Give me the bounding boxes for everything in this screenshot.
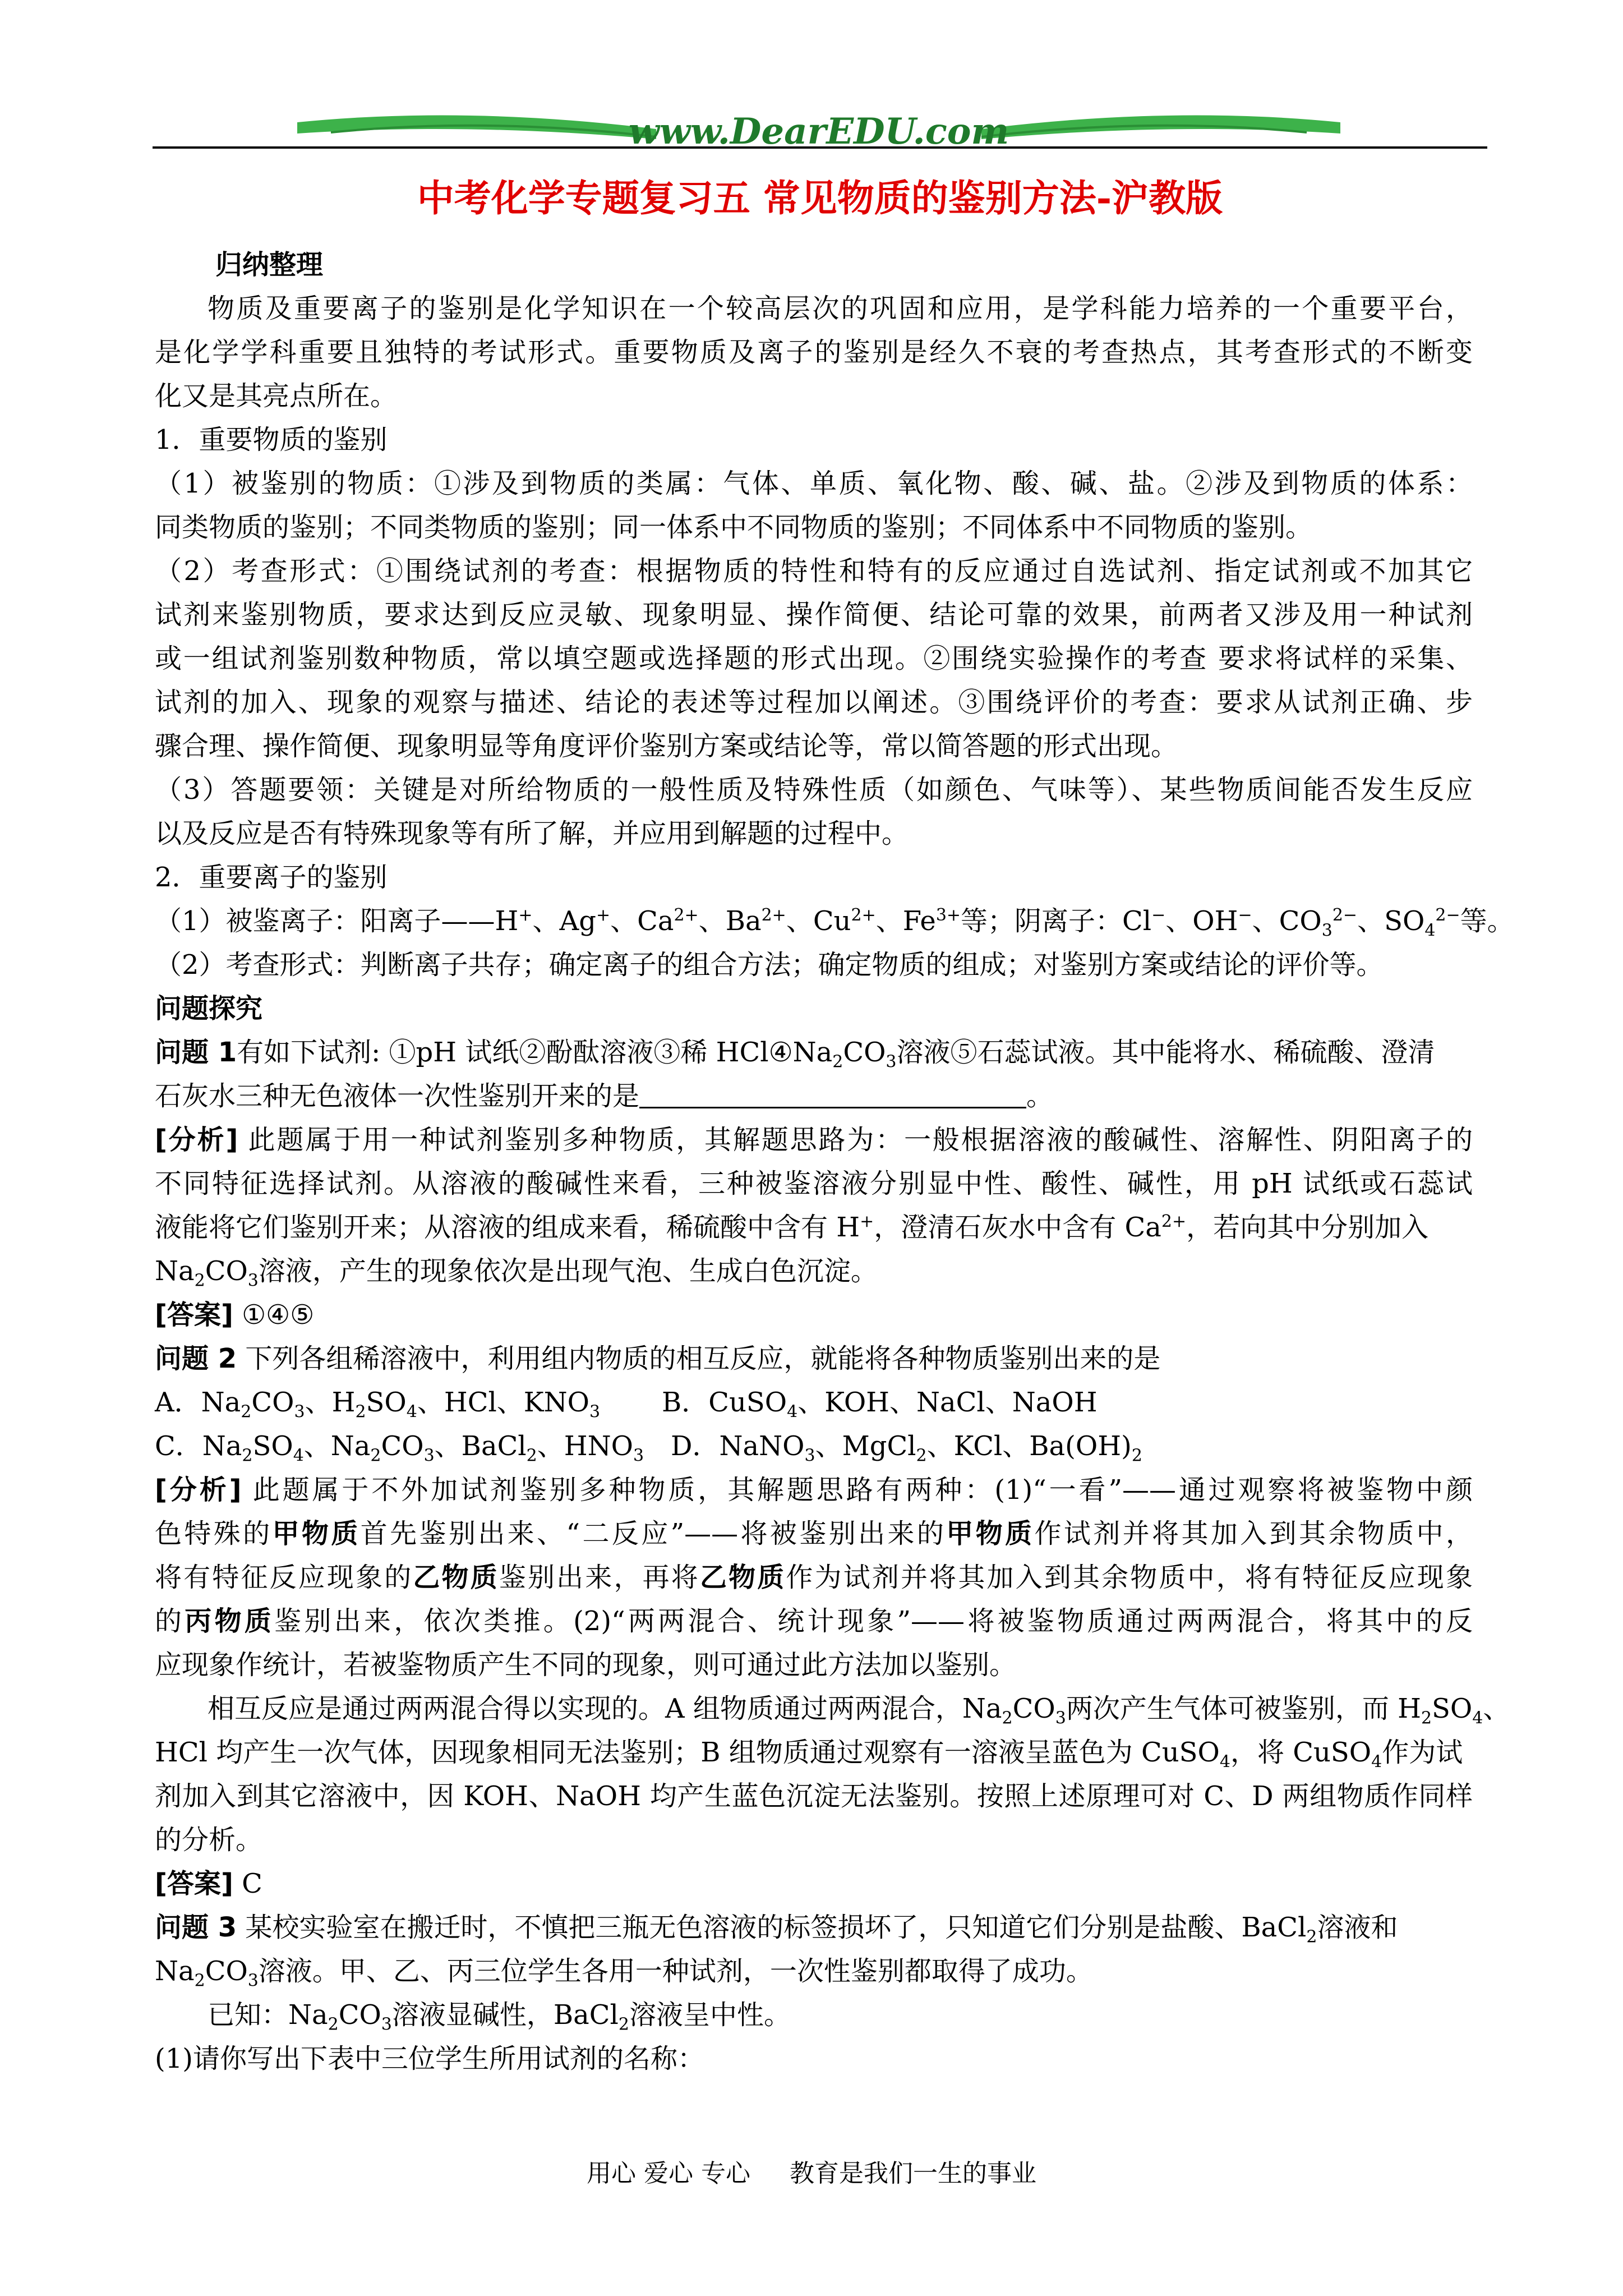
p1-1-line-1: （1）被鉴别的物质：①涉及到物质的类属：气体、单质、氧化物、酸、碱、盐。②涉及到物质的体系： <box>155 468 1473 499</box>
q2-para2-line-1: 相互反应是通过两两混合得以实现的。A 组物质通过两两混合，$Na_2CO_3$两次产生气体可被鉴别，而 $H_2SO_4$、 <box>208 1693 1510 1728</box>
logo-swoosh-icon <box>297 100 1340 162</box>
p1-2-line-3: 或一组试剂鉴别数种物质，常以填空题或选择题的形式出现。②围绕实验操作的考查 要求将试样的采集、 <box>155 643 1473 674</box>
exam-forms-line: （2）考查形式：判断离子共存；确定离子的组合方法；确定物质的组成；对鉴别方案或结论的评价等。 <box>155 949 1384 981</box>
q1-answer-label: [答案] <box>155 1299 233 1331</box>
q2-label: 问题 2 <box>155 1343 237 1374</box>
p1-2-line-4: 试剂的加入、现象的观察与描述、结论的表述等过程加以阐述。③围绕评价的考查：要求从试剂正确、步 <box>155 687 1473 718</box>
q2-option-c: C．$Na_2SO_4$、$Na_2CO_3$、BaCl$_2$、$HNO_3$ <box>155 1430 644 1466</box>
q3-subquestion-1: (1)请你写出下表中三位学生所用试剂的名称： <box>155 2043 704 2074</box>
q1-analysis-label: [分析] <box>155 1124 238 1156</box>
site-logo <box>297 100 1340 162</box>
q1-answer: ①④⑤ <box>233 1299 315 1331</box>
ions-line: （1）被鉴离子：阳离子——H+、Ag+、$Ca^{2+}$、$Ba^{2+}$、$Cu^{2+}$、$Fe^{3+}$等；阴离子：Cl−、OH−、$CO_3^{2-}$、$SO_4^{2-}$等。 <box>155 905 1514 941</box>
subsection-title-ions: 2．重要离子的鉴别 <box>155 862 388 893</box>
q2-para2-line-4: 的分析。 <box>155 1824 263 1856</box>
q2-answer-label: [答案] <box>155 1868 233 1899</box>
p1-2-line-2: 试剂来鉴别物质，要求达到反应灵敏、现象明显、操作简便、结论可靠的效果，前两者又涉及用一种试剂 <box>155 599 1473 631</box>
q1-line-2: 石灰水三种无色液体一次性鉴别开来的是 。 <box>155 1080 1054 1112</box>
q1-label: 问题 1 <box>155 1037 237 1068</box>
q2-option-a: A．$Na_2CO_3$、$H_2SO_4$、HCl、$KNO_3$ <box>155 1387 601 1422</box>
q2-analysis-line-3: 将有特征反应现象的乙物质鉴别出来，再将乙物质作为试剂并将其加入到其余物质中，将有特征反应现象 <box>155 1562 1473 1593</box>
q2-para2-line-3: 剂加入到其它溶液中，因 KOH、NaOH 均产生蓝色沉淀无法鉴别。按照上述原理可对 C、D 两组物质作同样 <box>155 1780 1473 1812</box>
q1-line-1: 问题 1有如下试剂: ①pH 试纸②酚酞溶液③稀 $HCl④Na_2CO_3$溶液⑤石蕊试液。其中能将水、稀硫酸、澄清 <box>155 1037 1435 1072</box>
q2-analysis-line-2: 色特殊的甲物质首先鉴别出来、“二反应”——将被鉴别出来的甲物质作试剂并将其加入到其余物质中， <box>155 1518 1473 1549</box>
p1-2-line-1: （2）考查形式：①围绕试剂的考查：根据物质的特性和特有的反应通过自选试剂、指定试剂或不加其它 <box>155 555 1473 587</box>
q2-analysis-label: [分析] <box>155 1474 242 1506</box>
q1-analysis-line-4: $Na_2CO_3$溶液，产生的现象依次是出现气泡、生成白色沉淀。 <box>155 1255 878 1291</box>
q2-analysis-line-5: 应现象作统计，若被鉴物质产生不同的现象，则可通过此方法加以鉴别。 <box>155 1649 1017 1681</box>
q3-label: 问题 3 <box>155 1912 237 1943</box>
intro-line-3: 化又是其亮点所在。 <box>155 380 398 412</box>
p1-3-line-2: 以及反应是否有特殊现象等有所了解，并应用到解题的过程中。 <box>155 818 909 849</box>
q2-option-b: B．CuSO$_4$、KOH、NaCl、NaOH <box>662 1387 1098 1422</box>
q2-para2-line-2: HCl 均产生一次气体，因现象相同无法鉴别；B 组物质通过观察有一溶液呈蓝色为 CuSO$_4$，将 CuSO$_4$作为试 <box>155 1737 1463 1772</box>
page-footer: 用心 爱心 专心 教育是我们一生的事业 <box>587 2159 1036 2188</box>
q3-known: 已知：$Na_2CO_3$溶液显碱性，BaCl$_2$溶液呈中性。 <box>208 1999 791 2035</box>
section-heading-problems: 问题探究 <box>155 993 263 1024</box>
q1-analysis-line-3: 液能将它们鉴别开来；从溶液的组成来看，稀硫酸中含有 H+，澄清石灰水中含有 $Ca^{2+}$，若向其中分别加入 <box>155 1212 1429 1243</box>
p1-3-line-1: （3）答题要领：关键是对所给物质的一般性质及特殊性质（如颜色、气味等）、某些物质间能否发生反应 <box>155 774 1473 806</box>
q1-answer-line <box>155 1297 314 1333</box>
page-title: 中考化学专题复习五 常见物质的鉴别方法-沪教版 <box>417 176 1223 220</box>
section-heading-summary: 归纳整理 <box>215 249 324 280</box>
q3-line-2: $Na_2CO_3$溶液。甲、乙、丙三位学生各用一种试剂，一次性鉴别都取得了成功。 <box>155 1955 1093 1991</box>
q2-analysis-line-4: 的丙物质鉴别出来，依次类推。(2)“两两混合、统计现象”——将被鉴物质通过两两混合，将其中的反 <box>155 1605 1473 1637</box>
intro-line-2: 是化学学科重要且独特的考试形式。重要物质及离子的鉴别是经久不衰的考查热点，其考查形式的不断变 <box>155 337 1473 368</box>
p1-1-line-2: 同类物质的鉴别；不同类物质的鉴别；同一体系中不同物质的鉴别；不同体系中不同物质的鉴别。 <box>155 512 1313 543</box>
q2-analysis-line-1: [分析] 此题属于不外加试剂鉴别多种物质，其解题思路有两种：(1)“一看”——通过观察将被鉴物中颜 <box>155 1474 1473 1506</box>
ions-prefix: （1）被鉴离子：阳离子—— <box>155 905 495 937</box>
intro-line-1: 物质及重要离子的鉴别是化学知识在一个较高层次的巩固和应用，是学科能力培养的一个重要平台， <box>208 293 1473 324</box>
q2-answer: C <box>233 1868 262 1899</box>
q1-analysis-line-2: 不同特征选择试剂。从溶液的酸碱性来看，三种被鉴溶液分别显中性、酸性、碱性，用 pH 试纸或石蕊试 <box>155 1168 1473 1199</box>
q3-line-1: 问题 3 某校实验室在搬迁时，不慎把三瓶无色溶液的标签损坏了，只知道它们分别是盐酸、BaCl$_2$溶液和 <box>155 1912 1398 1947</box>
header-rule <box>153 146 1487 149</box>
q2-answer-line <box>155 1866 262 1902</box>
p1-2-line-5: 骤合理、操作简便、现象明显等角度评价鉴别方案或结论等，常以简答题的形式出现。 <box>155 730 1178 762</box>
logo-text: www.DearEDU.com <box>628 111 1009 153</box>
q2-stem: 问题 2 下列各组稀溶液中，利用组内物质的相互反应，就能将各种物质鉴别出来的是 <box>155 1343 1161 1374</box>
q1-analysis-line-1: [分析] 此题属于用一种试剂鉴别多种物质，其解题思路为：一般根据溶液的酸碱性、溶解性、阴阳离子的 <box>155 1124 1473 1156</box>
q1-answer-blank[interactable] <box>639 1082 1026 1108</box>
subsection-title-substances: 1．重要物质的鉴别 <box>155 424 388 455</box>
q2-option-d: D．NaNO$_3$、MgCl$_2$、KCl、$Ba(OH)_2$ <box>671 1430 1142 1466</box>
